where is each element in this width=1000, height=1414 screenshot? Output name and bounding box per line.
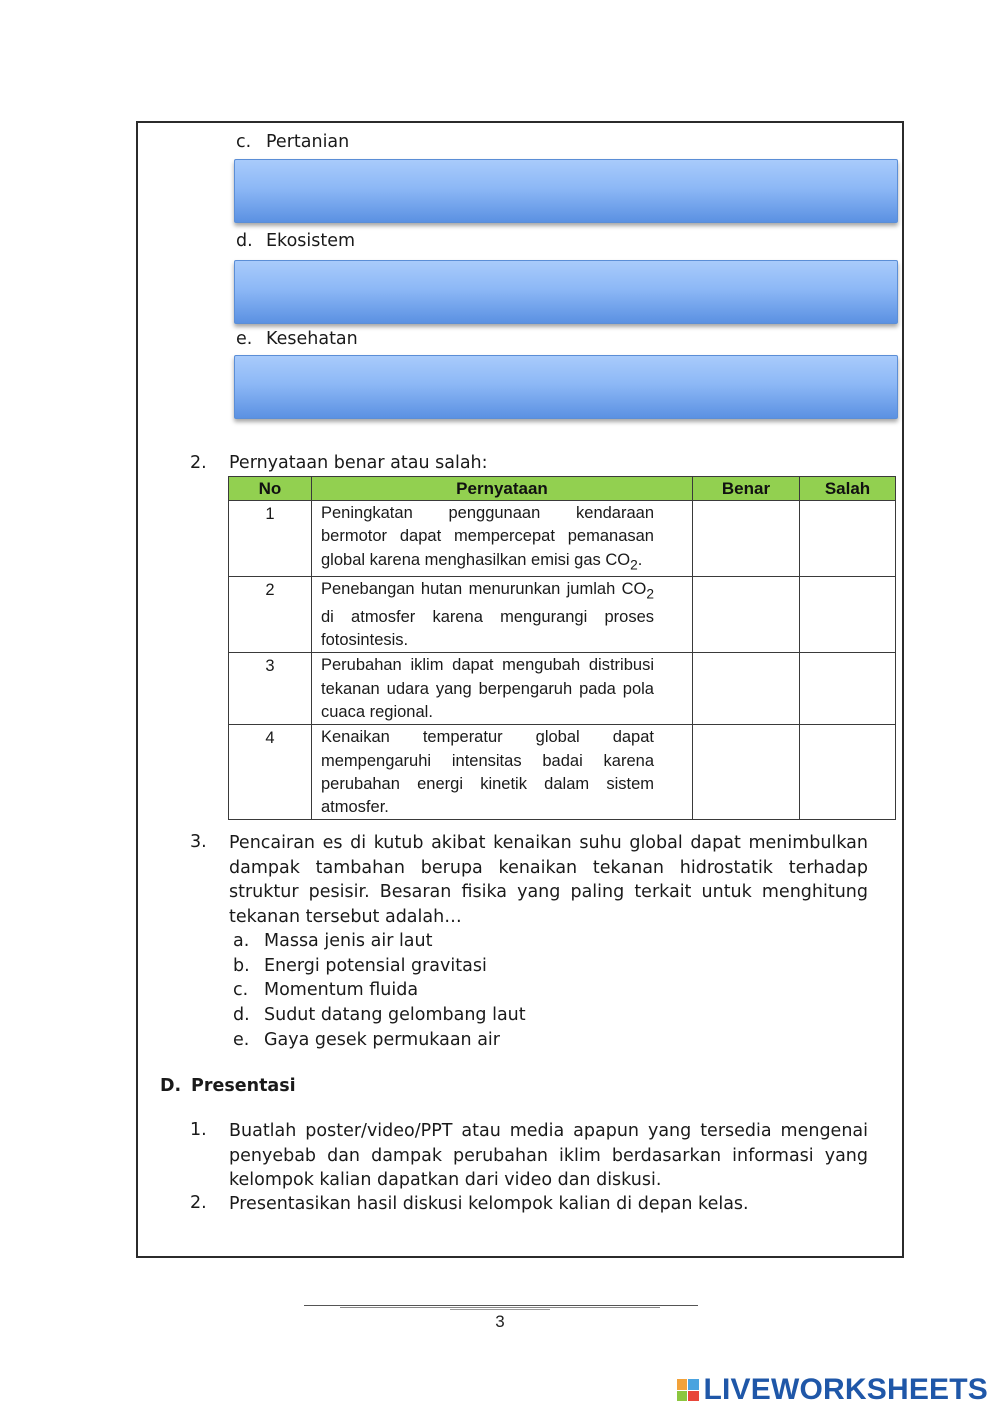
question-3-options — [233, 929, 526, 1052]
liveworksheets-logo-icon — [677, 1379, 699, 1401]
header-true: Benar — [693, 477, 800, 501]
impact-item-letter: d. — [236, 231, 253, 251]
impact-item-label: Ekosistem — [266, 231, 356, 251]
option-letter: a. — [233, 931, 250, 951]
question-2-title: Pernyataan benar atau salah: — [229, 453, 488, 473]
section-d-item-2-text: Presentasikan hasil diskusi kelompok kalian di depan kelas. — [229, 1194, 749, 1214]
row-number: 4 — [229, 725, 312, 820]
true-false-table — [228, 476, 896, 820]
row-statement — [312, 725, 693, 820]
option-letter: e. — [233, 1029, 250, 1050]
header-statement: Pernyataan — [312, 477, 693, 501]
false-cell[interactable] — [800, 501, 896, 577]
impact-item-pertanian — [236, 132, 349, 152]
statement-text-end: . — [637, 550, 643, 569]
footer-divider-accent — [450, 1309, 550, 1310]
impact-item-label: Kesehatan — [266, 329, 358, 349]
section-d-title: Presentasi — [191, 1076, 296, 1096]
option-text: Sudut datang gelombang laut — [264, 1005, 526, 1026]
table-row — [229, 501, 896, 577]
section-d-heading — [160, 1076, 296, 1096]
footer-divider-shadow — [340, 1307, 660, 1308]
option-text: Gaya gesek permukaan air — [264, 1029, 500, 1050]
row-statement — [312, 577, 693, 653]
option-text: Momentum fluida — [264, 980, 419, 1001]
page-number: 3 — [495, 1312, 505, 1331]
question-3-number: 3. — [190, 832, 207, 852]
row-statement — [312, 501, 693, 577]
table-row — [229, 725, 896, 820]
liveworksheets-brand — [677, 1375, 989, 1405]
statement-text: Peningkatan penggunaan kendaraan bermotor dapat mempercepat pemanasan global karena menghasilkan emisi gas CO — [321, 504, 654, 569]
answer-box-ekosistem[interactable] — [234, 260, 898, 324]
impact-item-letter: e. — [236, 329, 253, 349]
section-d-item-1-text: Buatlah poster/video/PPT atau media apapun yang tersedia mengenai penyebab dan dampak perubahan iklim berdasarkan informasi yang kelompok kalian dapatkan dari video dan diskusi. — [229, 1121, 868, 1190]
impact-item-kesehatan — [236, 329, 358, 349]
option-letter: c. — [233, 980, 249, 1001]
option-item[interactable] — [233, 1003, 526, 1028]
answer-box-pertanian[interactable] — [234, 159, 898, 223]
statement-text: Perubahan iklim dapat mengubah distribusi tekanan udara yang berpengaruh pada pola cuaca regional. — [321, 656, 654, 721]
statement-text: Kenaikan temperatur global dapat mempengaruhi intensitas badai karena perubahan energi kinetik dalam sistem atmosfer. — [321, 728, 654, 817]
option-item[interactable] — [233, 954, 526, 979]
row-number: 3 — [229, 653, 312, 725]
option-item[interactable] — [233, 929, 526, 954]
table-row — [229, 577, 896, 653]
table-row — [229, 653, 896, 725]
false-cell[interactable] — [800, 577, 896, 653]
true-cell[interactable] — [693, 653, 800, 725]
answer-box-kesehatan[interactable] — [234, 355, 898, 419]
header-false: Salah — [800, 477, 896, 501]
option-letter: d. — [233, 1005, 250, 1026]
option-text: Energi potensial gravitasi — [264, 955, 487, 976]
table-header-row — [229, 477, 896, 501]
row-statement — [312, 653, 693, 725]
question-3-text: Pencairan es di kutub akibat kenaikan suhu global dapat menimbulkan dampak tambahan berupa kenaikan tekanan hidrostatik terhadap struktur pesisir. Besaran fisika yang paling terkait untuk menghitung tekanan tersebut adalah… — [229, 833, 868, 927]
section-d-item-1-number: 1. — [190, 1120, 207, 1140]
false-cell[interactable] — [800, 653, 896, 725]
statement-text-end: di atmosfer karena mengurangi proses fotosintesis. — [321, 607, 654, 650]
option-item[interactable] — [233, 1028, 526, 1053]
false-cell[interactable] — [800, 725, 896, 820]
row-number: 2 — [229, 577, 312, 653]
header-no: No — [229, 477, 312, 501]
true-cell[interactable] — [693, 725, 800, 820]
row-number: 1 — [229, 501, 312, 577]
statement-subscript: 2 — [630, 556, 638, 572]
statement-subscript: 2 — [646, 586, 654, 602]
brand-name: LIVEWORKSHEETS — [703, 1373, 988, 1406]
footer-divider — [304, 1305, 698, 1306]
question-2-number: 2. — [190, 453, 207, 473]
option-letter: b. — [233, 955, 250, 976]
true-cell[interactable] — [693, 501, 800, 577]
impact-item-letter: c. — [236, 132, 252, 152]
section-d-item-2-number: 2. — [190, 1193, 207, 1213]
statement-text: Penebangan hutan menurunkan jumlah CO — [321, 580, 647, 599]
impact-item-ekosistem — [236, 231, 355, 251]
section-d-letter: D. — [160, 1076, 182, 1096]
true-cell[interactable] — [693, 577, 800, 653]
option-item[interactable] — [233, 978, 526, 1003]
impact-item-label: Pertanian — [266, 132, 350, 152]
option-text: Massa jenis air laut — [264, 931, 433, 951]
